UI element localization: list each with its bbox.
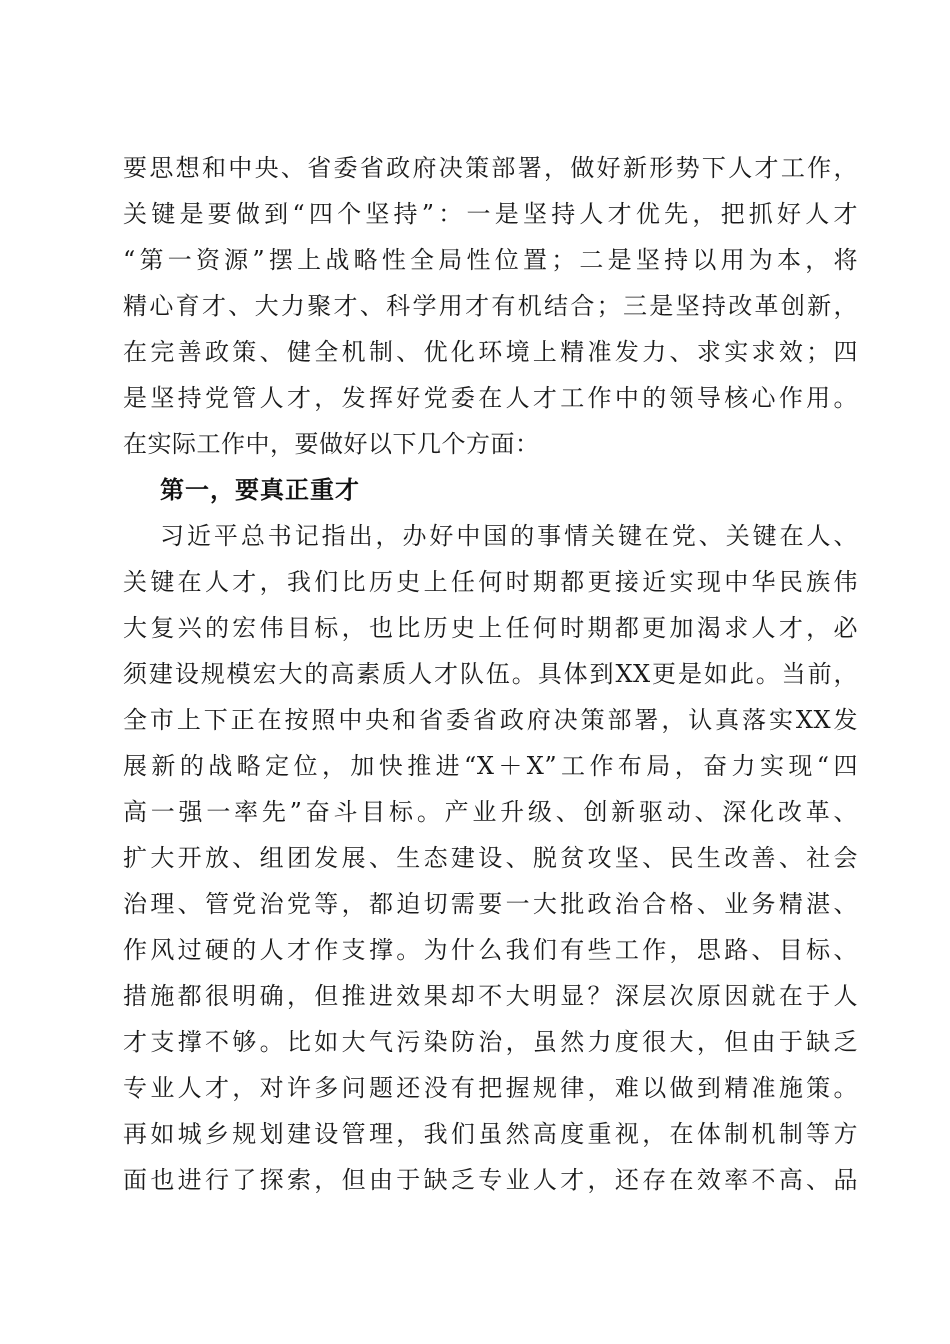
text-line: 关键在人才，我们比历史上任何时期都更接近实现中华民族伟 bbox=[123, 568, 858, 596]
text-line: 是坚持党管人才，发挥好党委在人才工作中的领导核心作用。 bbox=[123, 384, 858, 412]
text-line: 面也进行了探索，但由于缺乏专业人才，还存在效率不高、品 bbox=[123, 1166, 858, 1194]
text-line: “第一资源”摆上战略性全局性位置；二是坚持以用为本，将 bbox=[123, 246, 858, 274]
text-line: 习近平总书记指出，办好中国的事情关键在党、关键在人、 bbox=[160, 522, 858, 550]
text-line: 展新的战略定位，加快推进“X＋X”工作布局，奋力实现“四 bbox=[123, 752, 858, 780]
text-line: 在实际工作中，要做好以下几个方面： bbox=[123, 430, 540, 458]
text-line: 扩大开放、组团发展、生态建设、脱贫攻坚、民生改善、社会 bbox=[123, 844, 858, 872]
text-line: 在完善政策、健全机制、优化环境上精准发力、求实求效；四 bbox=[123, 338, 858, 366]
text-line: 关键是要做到“四个坚持”：一是坚持人才优先，把抓好人才 bbox=[123, 200, 858, 228]
text-line: 再如城乡规划建设管理，我们虽然高度重视，在体制机制等方 bbox=[123, 1120, 858, 1148]
text-line: 大复兴的宏伟目标，也比历史上任何时期都更加渴求人才，必 bbox=[123, 614, 858, 642]
text-line: 高一强一率先”奋斗目标。产业升级、创新驱动、深化改革、 bbox=[123, 798, 858, 826]
text-line: 须建设规模宏大的高素质人才队伍。具体到XX更是如此。当前， bbox=[123, 660, 858, 688]
text-line: 作风过硬的人才作支撑。为什么我们有些工作，思路、目标、 bbox=[123, 936, 858, 964]
text-line: 要思想和中央、省委省政府决策部署，做好新形势下人才工作， bbox=[123, 154, 858, 182]
text-line: 精心育才、大力聚才、科学用才有机结合；三是坚持改革创新， bbox=[123, 292, 858, 320]
text-line: 才支撑不够。比如大气污染防治，虽然力度很大，但由于缺乏 bbox=[123, 1028, 858, 1056]
text-line: 全市上下正在按照中央和省委省政府决策部署，认真落实XX发 bbox=[123, 706, 858, 734]
text-line: 治理、管党治党等，都迫切需要一大批政治合格、业务精湛、 bbox=[123, 890, 858, 918]
text-line: 措施都很明确，但推进效果却不大明显？深层次原因就在于人 bbox=[123, 982, 858, 1010]
section-heading: 第一，要真正重才 bbox=[160, 475, 360, 504]
text-line: 专业人才，对许多问题还没有把握规律，难以做到精准施策。 bbox=[123, 1074, 858, 1102]
